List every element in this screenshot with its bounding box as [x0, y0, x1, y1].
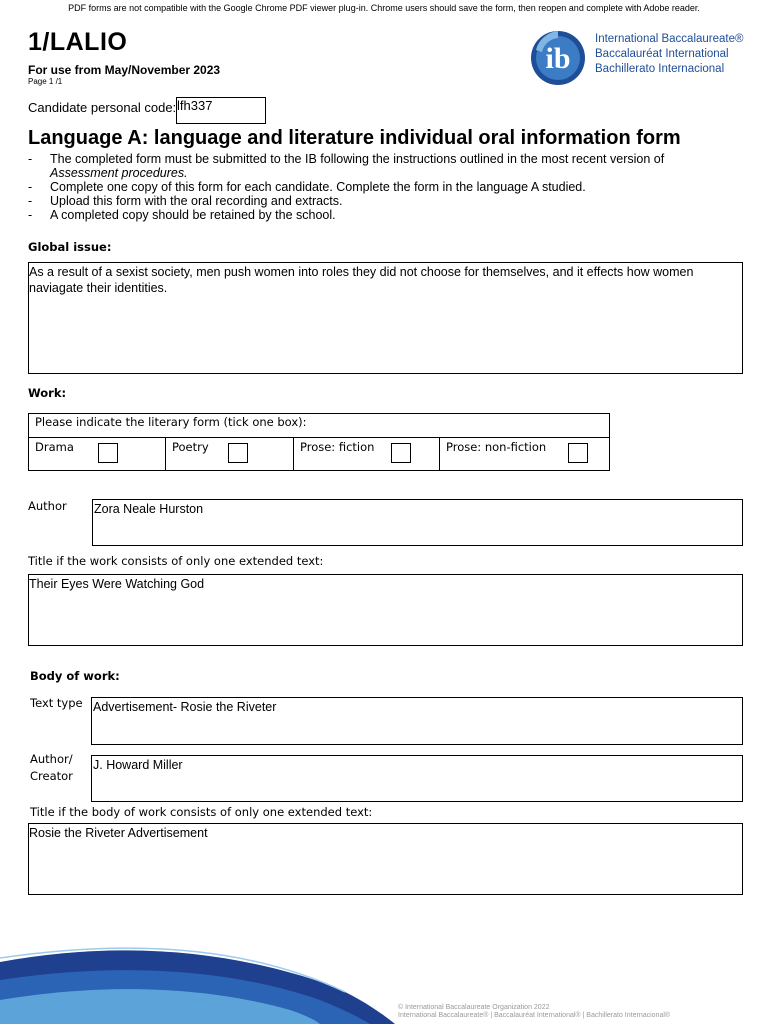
instruction-text: The completed form must be submitted to the IB following the instructions outlined in the most recent version of — [50, 152, 665, 166]
body-title-value: Rosie the Riveter Advertisement — [29, 826, 208, 840]
text-type-value: Advertisement- Rosie the Riveter — [93, 700, 277, 714]
ib-logo-mark: ib — [545, 42, 571, 75]
poetry-checkbox[interactable] — [228, 443, 248, 463]
global-issue-label: Global issue: — [28, 240, 112, 254]
author-label: Author — [28, 499, 67, 513]
prose-nonfiction-checkbox[interactable] — [568, 443, 588, 463]
instruction-item: - Complete one copy of this form for each candidate. Complete the form in the language A studied. — [28, 180, 748, 194]
form-option-prose-nonfiction — [440, 438, 609, 471]
work-label: Work: — [28, 386, 67, 400]
work-title-value: Their Eyes Were Watching God — [29, 577, 205, 591]
session-note: For use from May/November 2023 — [28, 63, 221, 77]
creator-label-line-1: Author/ — [30, 752, 73, 766]
text-type-field[interactable] — [91, 697, 743, 745]
work-title-field[interactable] — [28, 574, 743, 646]
body-title-label: Title if the body of work consists of only one extended text: — [30, 805, 373, 819]
form-title: Language A: language and literature individual oral information form — [28, 127, 681, 149]
logo-line-2: Baccalauréat International — [595, 48, 729, 60]
creator-value: J. Howard Miller — [93, 758, 183, 772]
form-option-drama — [29, 438, 166, 471]
global-issue-value: As a result of a sexist society, men push women into roles they did not choose for themselves, and it effects how women naviagate their identities. — [29, 265, 694, 295]
form-option-prose-fiction — [294, 438, 440, 471]
author-value: Zora Neale Hurston — [94, 502, 204, 516]
ib-logo-text — [595, 32, 743, 77]
body-title-field[interactable] — [28, 823, 743, 895]
copyright-footer — [398, 1004, 670, 1020]
pdf-compatibility-notice: PDF forms are not compatible with the Google Chrome PDF viewer plug-in. Chrome users should save the form, then reopen and complete with Adobe reader. — [68, 3, 700, 13]
candidate-code-label: Candidate personal code: — [28, 100, 177, 115]
creator-label — [30, 751, 73, 785]
text-type-label: Text type — [30, 696, 83, 710]
instruction-item — [28, 152, 748, 180]
logo-line-1: International Baccalaureate® — [595, 33, 744, 45]
instruction-item: - A completed copy should be retained by the school. — [28, 208, 748, 222]
form-code: 1/LALIO — [28, 28, 128, 56]
logo-line-3: Bachillerato Internacional — [595, 63, 725, 75]
global-issue-field[interactable] — [28, 262, 743, 374]
instruction-item: - Upload this form with the oral recording and extracts. — [28, 194, 748, 208]
form-option-label: Poetry — [172, 440, 209, 454]
form-option-label: Prose: non-fiction — [446, 440, 547, 454]
body-of-work-label: Body of work: — [30, 669, 120, 683]
author-field[interactable] — [92, 499, 743, 546]
page-number: Page 1 /1 — [28, 77, 63, 86]
form-option-label: Prose: fiction — [300, 440, 375, 454]
copyright-line-1: © International Baccalaureate Organization 2022 — [398, 1004, 550, 1011]
copyright-line-2: International Baccalaureate® | Baccalauréat International® | Bachillerato Internacional® — [398, 1012, 671, 1019]
drama-checkbox[interactable] — [98, 443, 118, 463]
literary-form-table — [28, 413, 610, 471]
creator-label-line-2: Creator — [30, 769, 73, 783]
literary-form-prompt: Please indicate the literary form (tick one box): — [29, 414, 609, 438]
form-option-poetry — [166, 438, 294, 471]
instructions-list — [28, 152, 748, 222]
work-title-label: Title if the work consists of only one extended text: — [28, 554, 324, 568]
form-option-label: Drama — [35, 440, 74, 454]
creator-field[interactable] — [91, 755, 743, 802]
instruction-italic: Assessment procedures. — [50, 166, 188, 180]
prose-fiction-checkbox[interactable] — [391, 443, 411, 463]
candidate-code-value: lfh337 — [177, 98, 213, 113]
